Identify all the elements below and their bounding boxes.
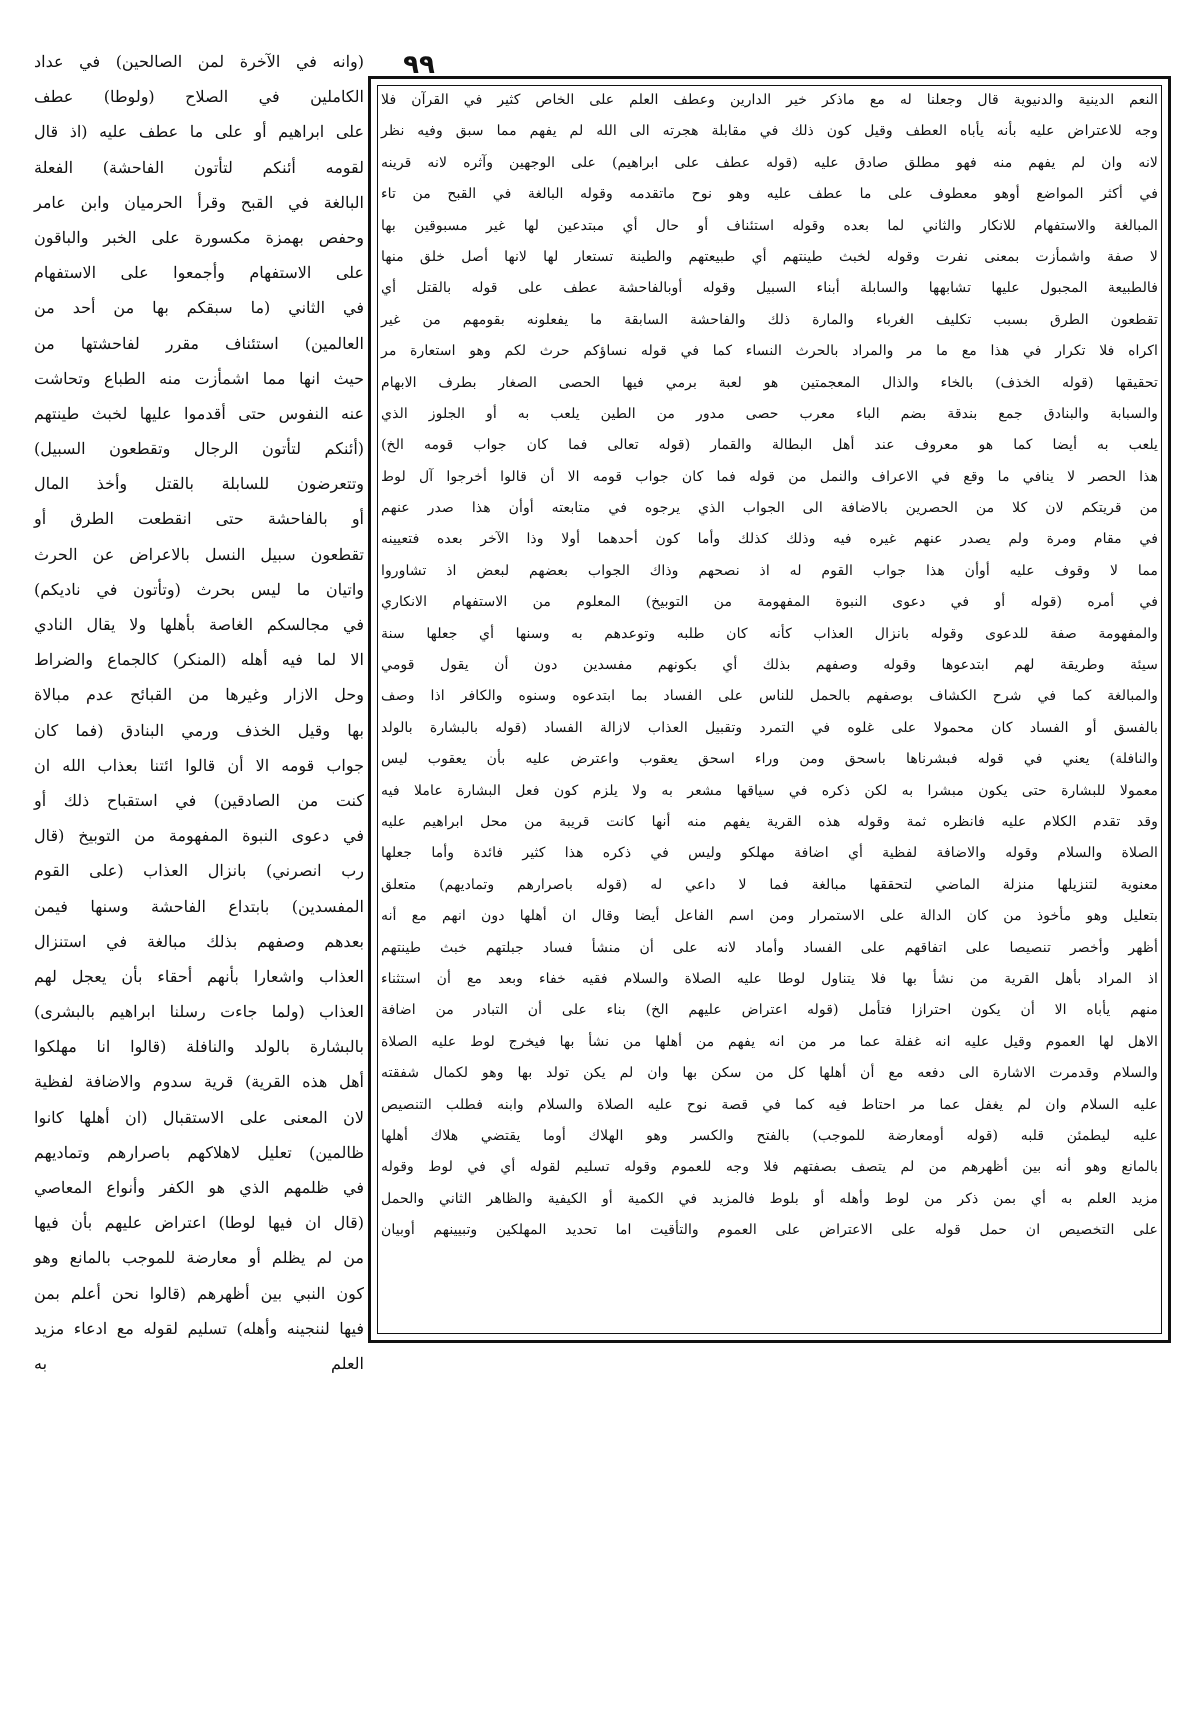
main-text-line: منهم يأباه الا أن يكون احترازا فتأمل (قوله اعتراض عليهم الخ) بناء على أن التبادر من اضافة bbox=[381, 1002, 1158, 1019]
side-text-line: عنه النفوس حتى أقدموا عليها لخبث طينتهم bbox=[34, 403, 364, 423]
side-text-line: في الثاني (ما سبقكم بها من أحد من bbox=[34, 298, 364, 318]
main-text-line: والسلام وقدمرت الاشارة الى دفعه مع أن أهلها كل من سكن بها وان لم يكن تولد بها وهو لكمال شفقته bbox=[381, 1065, 1158, 1082]
main-text-line: وجه للاعتراض عليه بأنه يأباه العطف وقيل كون ذلك في مقابلة هجرته الى الله لم يفهم مما سبق وفيه نظر bbox=[381, 123, 1158, 140]
side-text-line: بالبشارة بالولد والنافلة (قالوا انا مهلكوا bbox=[34, 1037, 364, 1057]
side-text-line: واتيان ما ليس بحرث (وتأتون في ناديكم) bbox=[34, 579, 364, 599]
side-text-line: جواب قومه الا أن قالوا ائتنا بعذاب الله ان bbox=[34, 755, 364, 775]
side-text-line: لان المعنى على الاستقبال (ان أهلها كانوا bbox=[34, 1107, 364, 1127]
side-text-line: وحفص بهمزة مكسورة على الخبر والباقون bbox=[34, 227, 364, 247]
main-text-line: في مقام ومرة ولم يصدر عنهم غيره فيه وذلك كذلك وأما كون أحدهما أولا وذا الآخر بعده فتعيينه bbox=[381, 531, 1158, 548]
main-text-line: والنافلة) يعني في قوله فبشرناها باسحق ومن وراء اسحق يعقوب واعترض عليه بأن يعقوب ليس bbox=[381, 751, 1158, 768]
main-text-line: مزيد العلم به أي بمن ذكر من لوط وأهله أو بلوط فالمزيد في الكمية أو الكيفية والظاهر الثاني والحمل bbox=[381, 1190, 1158, 1207]
side-text-line: بها وقيل الخذف ورمي البنادق (فما كان bbox=[34, 720, 364, 740]
side-text-line: لقومه أئنكم لتأتون الفاحشة) الفعلة bbox=[34, 157, 364, 177]
main-text-line: اكراه فلا تكرار في هذا مع ما مر والمراد بالحرث النساء كما في قوله نساؤكم حرث لكم وهو استعارة مر bbox=[381, 343, 1158, 360]
main-text-line: المبالغة والاستفهام للانكار والثاني لما بعده وقوله استئناف أو حال أي مبتدعين لها غير مسبوقين بها bbox=[381, 217, 1158, 234]
side-text-line: (وانه في الآخرة لمن الصالحين) في عداد bbox=[34, 52, 364, 71]
side-text-line: فيها لننجينه وأهله) تسليم لقوله مع ادعاء مزيد bbox=[34, 1318, 364, 1338]
side-text-line: البالغة في القبح وقرأ الحرميان وابن عامر bbox=[34, 192, 364, 212]
main-text-line: أظهر وأخصر تنصيصا على اتفاقهم على الفساد وأماد لانه على أن منشأ فساد جبلتهم خبث طينتهم bbox=[381, 939, 1158, 956]
side-text-line: الكاملين في الصلاح (ولوطا) عطف bbox=[34, 87, 364, 107]
side-text-line: رب انصرني) بانزال العذاب (على القوم bbox=[34, 861, 364, 881]
main-text-line: مما لا وقوف عليه أوأن هذا جواب القوم له اذ نصحهم وذاك الجواب بعضهم لبعض اذ تشاوروا bbox=[381, 562, 1158, 579]
side-text-line: (قال ان فيها لوطا) اعتراض عليهم بأن فيها bbox=[34, 1213, 365, 1233]
side-text-line: العذاب واشعارا بأنهم أحقاء بأن يعجل لهم bbox=[34, 966, 364, 986]
side-text-line: الا لما فيه أهله (المنكر) كالجماع والضراط bbox=[34, 650, 364, 670]
side-text-line: تقطعون سبيل النسل بالاعراض عن الحرث bbox=[34, 544, 364, 564]
side-text-line: في دعوى النبوة المفهومة من التوبيخ (قال bbox=[34, 826, 364, 846]
main-text-line: هذا الحصر لا ينافي ما وقع في الاعراف والنمل من قوله فما كان جواب قومه الا أن قالوا أخرجوا آل لوط bbox=[381, 468, 1158, 485]
side-text-line: العالمين) استئناف مقرر لفاحشتها من bbox=[34, 333, 364, 353]
side-text-line: (أئنكم لتأتون الرجال وتقطعون السبيل) bbox=[34, 439, 364, 459]
main-text-line: بالفسق أو الفساد كان محمولا على غلوه في التمرد وتقبيل العذاب لازالة الفساد (قوله بالبشارة بالولد bbox=[381, 719, 1158, 736]
side-text-line: من لم يظلم أو معارضة للموجب بالمانع وهو bbox=[34, 1248, 364, 1268]
main-text-line: عليه ليطمئن قلبه (قوله أومعارضة للموجب) بالفتح والكسر وهو الهلاك أوما يقتضي هلاك أهلها bbox=[381, 1127, 1158, 1144]
side-text-line: ظالمين) تعليل لاهلاكهم باصرارهم وتماديهم bbox=[34, 1142, 364, 1162]
main-text-line: والسبابة والبنادق جمع بندقة بضم الباء معرب حصى مدور من الطين يلعب به أو الجلوز الذي bbox=[381, 405, 1158, 422]
main-text-line: اذ المراد بأهل القرية من نشأ بها فلا يتناول لوطا عليه الصلاة والسلام فقيه خفاء وبعد مع أن استثناء bbox=[381, 970, 1158, 987]
main-text-line bbox=[381, 1278, 1158, 1309]
side-text-line: وتتعرضون للسابلة بالقتل وأخذ المال bbox=[34, 474, 364, 494]
main-text-frame bbox=[368, 76, 1171, 1343]
main-text-line: سيئة وطريقة لهم ابتدعوها وقوله وصفهم بذلك أي بكونهم مفسدين دون أن يقول قومي bbox=[381, 657, 1158, 674]
main-text-line: والمفهومة صفة للدعوى وقوله بانزال العذاب كأنه كان طلبه وتوعدهم به وسنها أي جعلها سنة bbox=[381, 625, 1158, 642]
main-text-line: وقد تقدم الكلام عليه فانظره ثمة وقوله هذه القرية يفهم منه أنها كانت قريبة من محل ابراهيم عليه bbox=[381, 813, 1158, 830]
side-text-line: على الاستفهام وأجمعوا على الاستفهام bbox=[34, 263, 364, 283]
main-text-line: تحقيقها (قوله الخذف) بالخاء والذال المعجمتين هو لعبة برمي فيها الحصى الصغار بطرف الابهام bbox=[381, 374, 1158, 391]
side-text-line: أهل هذه القرية) قرية سدوم والاضافة لفظية bbox=[34, 1072, 364, 1092]
main-text-line: الاهل لها العموم وقيل عليه انه غفلة عما مر من انه يفهم من أهلها من نشأ بها فيخرج لوط عليه الصلاة bbox=[381, 1033, 1158, 1050]
side-text-line: على ابراهيم أو على ما عطف عليه (اذ قال bbox=[34, 122, 364, 142]
side-text-line: في مجالسكم الغاصة بأهلها ولا يقال النادي bbox=[34, 615, 364, 634]
side-text-line: العلم به bbox=[34, 1353, 364, 1373]
main-text-line: بالمانع وهو أنه بين أظهرهم من لم يتصف بصفتهم فلا وجه للعموم وقوله تسليم لقوله أي في لوط وقوله bbox=[381, 1159, 1158, 1176]
main-text-line bbox=[381, 1246, 1158, 1277]
page-number: ٩٩ bbox=[403, 50, 435, 80]
main-text-line: بتعليل وهو مأخوذ من كان الدالة على الاستمرار ومن اسم الفاعل أيضا وقال ان أهلها دون انهم مع أنه bbox=[381, 908, 1158, 925]
main-text-line: فالطبيعة المجبول عليها تشابهها والسابلة أبناء السبيل وقوله أوبالفاحشة عطف على قوله بالقتل أي bbox=[381, 280, 1159, 297]
main-text-line bbox=[381, 1309, 1158, 1340]
side-text-line: حيث انها مما اشمأزت منه الطباع وتحاشت bbox=[34, 368, 364, 388]
main-text-line: الصلاة والسلام وقوله والاضافة لفظية أي اضافة مهلكو وليس في ذكره هذا كثير فائدة وأما جعلها bbox=[381, 845, 1158, 862]
main-text-line: عليه السلام وان لم يغفل عما مر احتاط فيه كما في قصة نوح عليه الصلاة والسلام وابنه فطلب التنصيص bbox=[381, 1096, 1158, 1113]
main-text-line: يلعب به أيضا كما هو معروف عند أهل البطالة والقمار (قوله تعالى فما كان جواب قومه الخ) bbox=[381, 437, 1158, 454]
main-text-line: والمبالغة كما في شرح الكشاف بوصفهم بالحمل للناس على الفساد بما ابتدعوه وسنوه والكافر اذا وصف bbox=[381, 688, 1158, 705]
main-text-line: لا صفة واشمأزت بمعنى نفرت وقوله لخبث طينتهم أي طبيعتهم والطينة تستعار لها لانها أصل خلق منها bbox=[381, 248, 1158, 265]
main-text-block bbox=[381, 85, 1158, 1334]
main-text-line: لانه وان لم يفهم منه فهو مطلق صادق عليه (قوله عطف على ابراهيم) على الوجهين وآثره لانه قرينه bbox=[381, 154, 1158, 171]
main-text-line: النعم الدينية والدنيوية قال وجعلنا له مع ماذكر خير الدارين وعطف العلم على الخاص كثير في القرآن فلا bbox=[381, 92, 1158, 108]
main-text-line: معنوية لتنزيلها منزلة الماضي لتحققها مبالغة فما لا داعي له (قوله باصرارهم وتماديهم) متعلق bbox=[381, 876, 1158, 893]
main-text-line: معمولا للبشارة حتى يكون مبشرا به لكن ذكره في سياقها مشعر به ولا يلزم كون فعل البشارة عاملا فيه bbox=[381, 782, 1158, 799]
side-text-line: كنت من الصادقين) في استقباح ذلك أو bbox=[34, 790, 364, 810]
main-text-line: في أكثر المواضع أوهو معطوف على ما عطف عليه وهو نوح ماتقدمه وقوله البالغة في القبح من تاء bbox=[381, 186, 1158, 203]
side-text-line: وحل الازار وغيرها من القبائح عدم مبالاة bbox=[34, 685, 364, 705]
side-commentary-column bbox=[34, 44, 365, 1373]
main-text-line: في أمره (قوله أو في دعوى النبوة المفهومة من التوبيخ) المعلوم من الاستفهام الانكاري bbox=[381, 594, 1158, 611]
side-text-line: المفسدين) بابتداع الفاحشة وسنها فيمن bbox=[34, 896, 364, 916]
side-text-line: العذاب (ولما جاءت رسلنا ابراهيم بالبشرى) bbox=[34, 1002, 364, 1022]
main-text-line: من قريتكم لان كلا من الحصرين بالاضافة الى الجواب الذي يرجوه في متابعته أوأن هذا صدر عنهم bbox=[381, 500, 1158, 517]
side-text-line: أو بالفاحشة حتى انقطعت الطرق أو bbox=[34, 509, 364, 529]
side-text-line: في ظلمهم الذي هو الكفر وأنواع المعاصي bbox=[34, 1178, 364, 1197]
main-text-line: على التخصيص ان حمل قوله على الاعتراض على العموم والتأقيت اما تحديد المهلكين وتبيينهم أوبيان bbox=[381, 1222, 1158, 1239]
side-text-line: كون النبي بين أظهرهم (قالوا نحن أعلم بمن bbox=[34, 1283, 364, 1303]
side-text-line: بعدهم وصفهم بذلك مبالغة في استنزال bbox=[34, 931, 364, 951]
main-text-line: تقطعون الطرق بسبب تكليف الغرباء والمارة ذلك والفاحشة السابقة ما يفعلونه بقومهم من غير bbox=[381, 311, 1158, 328]
